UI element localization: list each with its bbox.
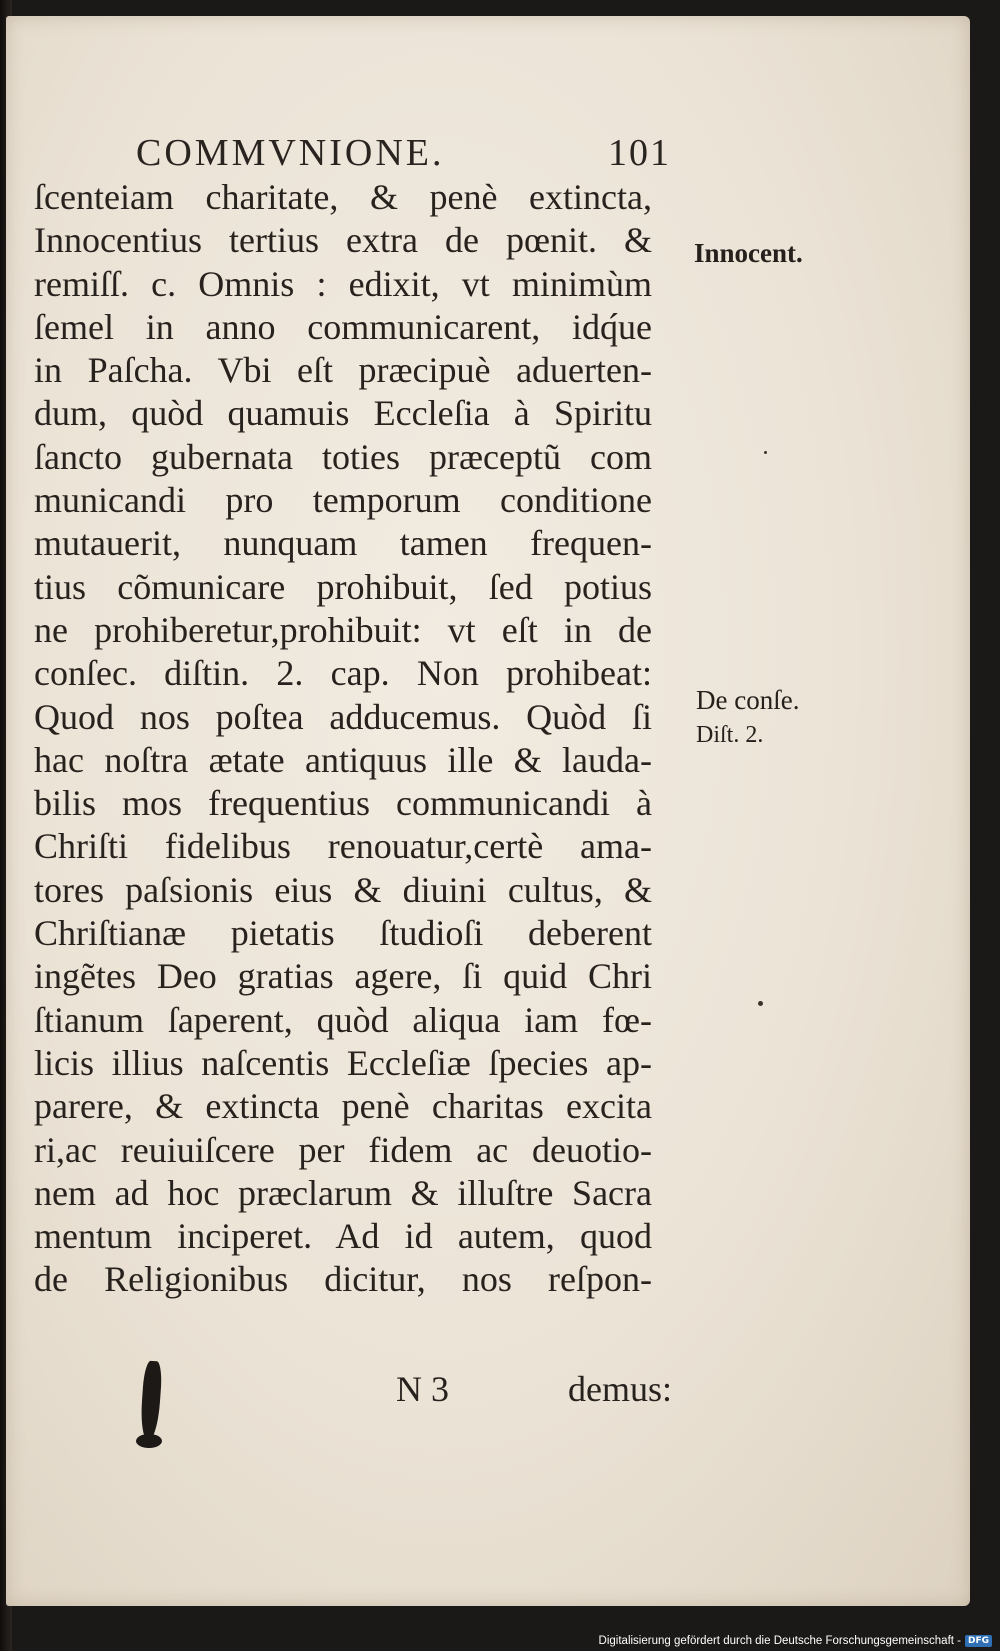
text-line: Quod nos poſtea adducemus. Quòd ſi	[34, 696, 652, 737]
text-line: Innocentius tertius extra de pœnit. &	[34, 220, 652, 261]
text-line: nem ad hoc præclarum & illuſtre Sacra	[34, 1172, 652, 1213]
text-line: municandi pro temporum conditione	[34, 480, 652, 521]
text-line: de Religionibus dicitur, nos reſpon-	[34, 1259, 652, 1300]
paper-speck	[758, 1001, 763, 1006]
ink-blot-tail	[136, 1434, 162, 1448]
text-line: tius cõmunicare prohibuit, ſed potius	[34, 566, 652, 607]
digitization-credit	[599, 1631, 992, 1651]
book-page	[6, 16, 970, 1606]
text-line: ingẽtes Deo gratias agere, ſi quid Chri	[34, 956, 652, 997]
text-line: ſemel in anno communicarent, idq́ue	[34, 306, 652, 347]
text-line: in Paſcha. Vbi eſt præcipuè aduerten-	[34, 350, 652, 391]
text-line: parere, & extincta penè charitas excita	[34, 1086, 652, 1127]
margin-note-de-conse: De conſe.	[696, 685, 800, 715]
text-line: ne prohiberetur,prohibuit: vt eſt in de	[34, 609, 652, 650]
dfg-logo-icon: DFG	[965, 1635, 992, 1647]
catchword: demus:	[568, 1369, 672, 1409]
paper-speck	[764, 451, 767, 454]
margin-note-dist: Diſt. 2.	[696, 722, 764, 748]
text-line: bilis mos frequentius communicandi à	[34, 783, 652, 824]
text-line: remiſſ. c. Omnis : edixit, vt minimùm	[34, 263, 652, 304]
text-line: conſec. diſtin. 2. cap. Non prohibeat:	[34, 653, 652, 694]
text-line: Chriſtianæ pietatis ſtudioſi deberent	[34, 913, 652, 954]
text-line: ſcenteiam charitate, & penè extincta,	[34, 177, 652, 217]
page-number: 101	[608, 132, 671, 174]
margin-note-innocent: Innocent.	[694, 238, 803, 268]
signature-mark: N 3	[396, 1369, 449, 1409]
text-line: hac noſtra ætate antiquus ille & lauda-	[34, 739, 652, 780]
text-line: ſancto gubernata toties præceptũ com	[34, 436, 652, 477]
credit-text: Digitalisierung gefördert durch die Deutsche Forschungsgemeinschaft -	[598, 1635, 961, 1647]
text-line: ſtianum ſaperent, quòd aliqua iam fœ-	[34, 999, 652, 1040]
body-text	[34, 176, 684, 1302]
text-line: mentum inciperet. Ad id autem, quod	[34, 1216, 652, 1257]
text-line: mutauerit, nunquam tamen frequen-	[34, 523, 652, 564]
running-head: COMMVNIONE.	[136, 132, 445, 174]
text-line: Chriſti fidelibus renouatur,certè ama-	[34, 826, 652, 867]
text-line: dum, quòd quamuis Eccleſia à Spiritu	[34, 393, 652, 434]
text-line: ri,ac reuiuiſcere per fidem ac deuotio-	[34, 1129, 652, 1170]
text-line: tores paſsionis eius & diuini cultus, &	[34, 869, 652, 910]
ink-blot	[139, 1360, 163, 1441]
text-line: licis illius naſcentis Eccleſiæ ſpecies ap-	[34, 1042, 652, 1083]
